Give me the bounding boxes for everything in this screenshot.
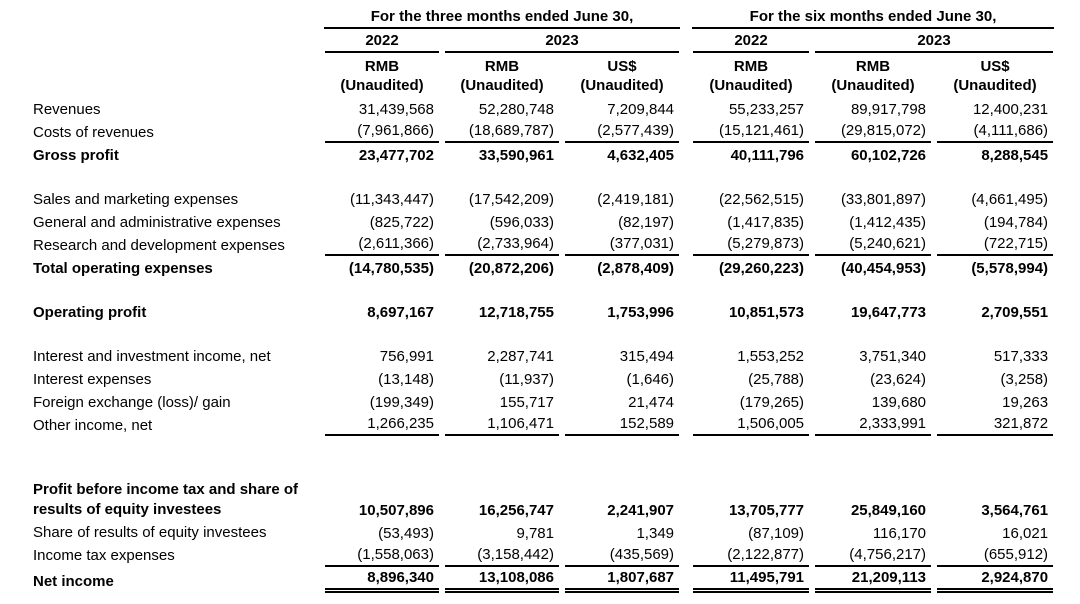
cell-value: 12,718,755 — [478, 304, 554, 321]
cell-value: 3,751,340 — [859, 348, 927, 365]
cell-value: (23,624) — [870, 371, 927, 388]
period-group-six-months — [690, 8, 1056, 29]
table-row — [0, 120, 1056, 143]
column-gap — [682, 53, 690, 75]
column-gap — [682, 256, 690, 279]
cell-value: 16,256,747 — [478, 501, 554, 519]
cell-value: (3,258) — [1000, 371, 1049, 388]
year-2022-six-months: 2022 — [690, 29, 812, 53]
cell-value: 33,590,961 — [478, 147, 554, 164]
table-row — [0, 300, 1056, 323]
cell-value: 1,106,471 — [442, 413, 562, 436]
cell-value: (87,109) — [748, 524, 805, 542]
cell-value: 321,872 — [934, 413, 1056, 436]
spacer-cell — [0, 323, 1056, 344]
column-gap — [682, 413, 690, 436]
row-label: Profit before income tax and share of results of equity investees — [33, 481, 299, 519]
row-label: Gross profit — [33, 146, 119, 164]
corner-cell — [0, 53, 322, 75]
cell-value: (11,937) — [499, 371, 554, 388]
cell-value: 1,753,996 — [607, 304, 675, 321]
spacer-row — [0, 166, 1056, 187]
column-gap — [682, 480, 690, 521]
column-gap — [682, 120, 690, 143]
table-row — [0, 256, 1056, 279]
column-gap — [682, 210, 690, 233]
cell-value: 40,111,796 — [730, 147, 805, 164]
column-gap — [682, 521, 690, 544]
cell-value: (825,722) — [369, 214, 434, 231]
cell-value: (1,417,835) — [727, 214, 805, 231]
currency-header: US$ — [980, 58, 1010, 75]
cell-value: (5,279,873) — [690, 233, 812, 256]
corner-cell — [0, 8, 322, 29]
cell-value: 52,280,748 — [478, 101, 554, 118]
cell-value: (3,158,442) — [442, 544, 562, 567]
cell-value: 2,333,991 — [812, 413, 934, 436]
cell-value: (82,197) — [618, 214, 675, 231]
year-2023-six-months: 2023 — [812, 29, 1056, 53]
cell-value: 517,333 — [993, 348, 1049, 365]
cell-value: (33,801,897) — [840, 191, 927, 208]
cell-value: (11,343,447) — [350, 191, 434, 208]
cell-value: (20,872,206) — [468, 260, 554, 277]
cell-value: 8,697,167 — [367, 304, 434, 321]
cell-value: 19,263 — [1002, 394, 1049, 411]
unaudited-label: (Unaudited) — [340, 77, 424, 94]
column-gap — [682, 233, 690, 256]
cell-value: 8,896,340 — [322, 567, 442, 593]
cell-value: (199,349) — [369, 394, 434, 411]
unaudited-label: (Unaudited) — [580, 77, 664, 94]
currency-header: RMB — [855, 58, 891, 75]
cell-value: 152,589 — [562, 413, 682, 436]
spacer-row — [0, 323, 1056, 344]
year-2023-three-months: 2023 — [442, 29, 682, 53]
row-label: Interest expenses — [33, 370, 152, 388]
column-gap — [682, 8, 690, 29]
row-label: Operating profit — [33, 303, 147, 321]
cell-value: 116,170 — [872, 524, 927, 542]
cell-value: (29,260,223) — [718, 260, 805, 277]
cell-value: 55,233,257 — [728, 101, 805, 118]
cell-value: 31,439,568 — [358, 101, 434, 118]
spacer-cell — [0, 166, 1056, 187]
cell-value: 1,349 — [636, 524, 675, 542]
cell-value: 7,209,844 — [607, 101, 675, 118]
cell-value: 16,021 — [1002, 524, 1049, 542]
cell-value: (17,542,209) — [468, 191, 554, 208]
cell-value: (2,122,877) — [690, 544, 812, 567]
row-label: Income tax expenses — [33, 547, 175, 565]
column-gap — [682, 143, 690, 166]
cell-value: 2,287,741 — [487, 348, 554, 365]
row-label: Foreign exchange (loss)/ gain — [33, 393, 231, 411]
cell-value: (2,733,964) — [442, 233, 562, 256]
cell-value: (13,148) — [378, 371, 434, 388]
cell-value: 756,991 — [379, 348, 434, 365]
cell-value: 1,553,252 — [737, 348, 805, 365]
cell-value: (1,412,435) — [849, 214, 927, 231]
cell-value: 2,924,870 — [934, 567, 1056, 593]
unaudited-label: (Unaudited) — [831, 77, 915, 94]
cell-value: 13,108,086 — [442, 567, 562, 593]
currency-header: US$ — [607, 58, 637, 75]
period-group-row — [0, 8, 1056, 29]
cell-value: (194,784) — [983, 214, 1049, 231]
cell-value: (5,240,621) — [812, 233, 934, 256]
cell-value: (4,756,217) — [812, 544, 934, 567]
cell-value: (2,878,409) — [597, 260, 675, 277]
cell-value: 21,209,113 — [812, 567, 934, 593]
column-gap — [682, 544, 690, 567]
table-row — [0, 367, 1056, 390]
cell-value: 11,495,791 — [690, 567, 812, 593]
cell-value: (15,121,461) — [690, 120, 812, 143]
table-row — [0, 521, 1056, 544]
cell-value: 25,849,160 — [850, 501, 927, 519]
cell-value: (25,788) — [748, 371, 805, 388]
column-gap — [682, 29, 690, 53]
row-label: Total operating expenses — [33, 259, 213, 277]
table-row — [0, 187, 1056, 210]
cell-value: 139,680 — [871, 394, 927, 411]
cell-value: (18,689,787) — [442, 120, 562, 143]
cell-value: (179,265) — [739, 394, 805, 411]
cell-value: (722,715) — [934, 233, 1056, 256]
row-label: Net income — [33, 573, 114, 591]
cell-value: (14,780,535) — [348, 260, 434, 277]
table-row — [0, 97, 1056, 120]
spacer-cell — [0, 436, 1056, 480]
cell-value: 2,709,551 — [981, 304, 1049, 321]
cell-value: 10,507,896 — [358, 501, 434, 519]
spacer-row — [0, 279, 1056, 300]
cell-value: (1,646) — [626, 371, 675, 388]
cell-value: 4,632,405 — [607, 147, 675, 164]
column-gap — [682, 97, 690, 120]
cell-value: 315,494 — [619, 348, 675, 365]
cell-value: 155,717 — [499, 394, 554, 411]
row-label: Share of results of equity investees — [33, 524, 267, 542]
cell-value: (29,815,072) — [812, 120, 934, 143]
cell-value: (40,454,953) — [840, 260, 927, 277]
cell-value: 19,647,773 — [850, 304, 927, 321]
period-group-title: For the six months ended June 30, — [692, 8, 1054, 29]
column-gap — [682, 567, 690, 593]
table-row — [0, 544, 1056, 567]
cell-value: (4,111,686) — [934, 120, 1056, 143]
column-gap — [682, 300, 690, 323]
cell-value: 3,564,761 — [981, 501, 1049, 519]
unaudited-label: (Unaudited) — [460, 77, 544, 94]
cell-value: (7,961,866) — [322, 120, 442, 143]
row-label: Sales and marketing expenses — [33, 190, 239, 208]
table-row — [0, 344, 1056, 367]
corner-cell — [0, 75, 322, 97]
cell-value: (2,611,366) — [322, 233, 442, 256]
cell-value: 1,266,235 — [322, 413, 442, 436]
column-gap — [682, 344, 690, 367]
currency-header: RMB — [733, 58, 769, 75]
unaudited-row — [0, 75, 1056, 97]
cell-value: (4,661,495) — [971, 191, 1049, 208]
table-row — [0, 480, 1056, 521]
cell-value: 13,705,777 — [728, 501, 805, 519]
cell-value: 89,917,798 — [850, 101, 927, 118]
cell-value: (22,562,515) — [718, 191, 805, 208]
table-row — [0, 567, 1056, 593]
cell-value: (53,493) — [378, 524, 434, 542]
row-label: Research and development expenses — [33, 236, 285, 254]
currency-header: RMB — [484, 58, 520, 75]
cell-value: (596,033) — [489, 214, 554, 231]
cell-value: 9,781 — [516, 524, 554, 542]
year-row — [0, 29, 1056, 53]
cell-value: (2,577,439) — [562, 120, 682, 143]
income-statement-table — [0, 8, 1056, 593]
table-row — [0, 143, 1056, 166]
cell-value: 2,241,907 — [607, 501, 675, 519]
row-label: Other income, net — [33, 416, 153, 434]
cell-value: 8,288,545 — [981, 147, 1049, 164]
table-row — [0, 233, 1056, 256]
table-row — [0, 413, 1056, 436]
column-gap — [682, 390, 690, 413]
column-gap — [682, 75, 690, 97]
cell-value: (1,558,063) — [322, 544, 442, 567]
table-row — [0, 210, 1056, 233]
currency-header: RMB — [364, 58, 400, 75]
column-gap — [682, 187, 690, 210]
table-row — [0, 390, 1056, 413]
row-label: General and administrative expenses — [33, 213, 281, 231]
cell-value: 1,506,005 — [690, 413, 812, 436]
spacer-cell — [0, 279, 1056, 300]
period-group-title: For the three months ended June 30, — [324, 8, 680, 29]
unaudited-label: (Unaudited) — [709, 77, 793, 94]
corner-cell — [0, 29, 322, 53]
cell-value: 12,400,231 — [972, 101, 1049, 118]
row-label: Revenues — [33, 100, 101, 118]
cell-value: (435,569) — [562, 544, 682, 567]
cell-value: (377,031) — [562, 233, 682, 256]
cell-value: 23,477,702 — [358, 147, 434, 164]
row-label: Interest and investment income, net — [33, 347, 271, 365]
period-group-three-months — [322, 8, 682, 29]
cell-value: 10,851,573 — [728, 304, 805, 321]
cell-value: 21,474 — [628, 394, 675, 411]
cell-value: (655,912) — [934, 544, 1056, 567]
cell-value: (5,578,994) — [971, 260, 1049, 277]
row-label: Costs of revenues — [33, 123, 154, 141]
spacer-row — [0, 436, 1056, 480]
year-2022-three-months: 2022 — [322, 29, 442, 53]
column-gap — [682, 367, 690, 390]
cell-value: (2,419,181) — [597, 191, 675, 208]
cell-value: 1,807,687 — [562, 567, 682, 593]
unaudited-label: (Unaudited) — [953, 77, 1037, 94]
currency-row — [0, 53, 1056, 75]
cell-value: 60,102,726 — [850, 147, 927, 164]
